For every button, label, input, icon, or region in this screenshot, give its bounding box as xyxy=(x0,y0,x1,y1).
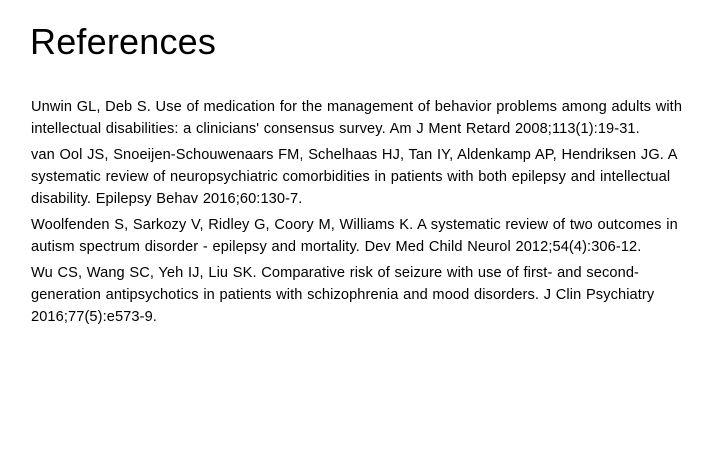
reference-item: van Ool JS, Snoeijen-Schouwenaars FM, Schelhaas HJ, Tan IY, Aldenkamp AP, Hendriksen JG. A systematic review of neuropsychiatric comorbidities in patients with both epilepsy and intellectual disability. Epilepsy Behav 2016;60:130-7. xyxy=(31,147,677,207)
reference-list xyxy=(31,96,699,332)
reference-item: Unwin GL, Deb S. Use of medication for the management of behavior problems among adults with intellectual disabilities: a clinicians' consensus survey. Am J Ment Retard 2008;113(1):19-31. xyxy=(31,99,683,137)
reference-item: Wu CS, Wang SC, Yeh IJ, Liu SK. Comparative risk of seizure with use of first- and second-generation antipsychotics in patients with schizophrenia and mood disorders. J Clin Psychiatry 2016;77(5):e573-9. xyxy=(31,265,655,325)
page-title: References xyxy=(30,21,217,62)
reference-item: Woolfenden S, Sarkozy V, Ridley G, Coory M, Williams K. A systematic review of two outcomes in autism spectrum disorder - epilepsy and mortality. Dev Med Child Neurol 2012;54(4):306-12. xyxy=(31,217,678,255)
